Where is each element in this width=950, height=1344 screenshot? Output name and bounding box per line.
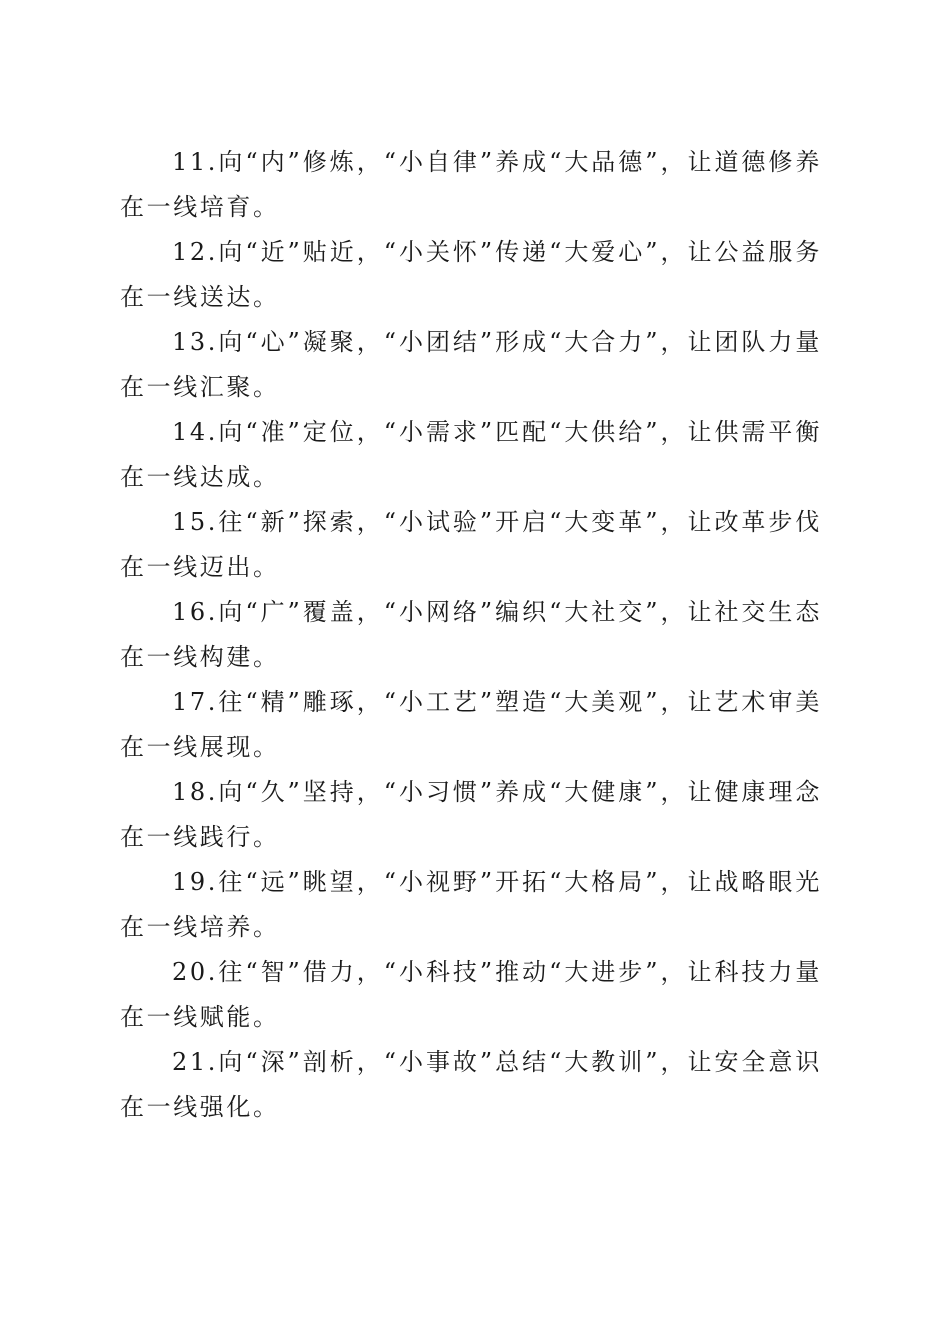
paragraph-14: 14.向“准”定位，“小需求”匹配“大供给”，让供需平衡在一线达成。 bbox=[120, 418, 822, 491]
paragraph-20: 20.往“智”借力，“小科技”推动“大进步”，让科技力量在一线赋能。 bbox=[120, 958, 822, 1031]
paragraph-18: 18.向“久”坚持，“小习惯”养成“大健康”，让健康理念在一线践行。 bbox=[120, 778, 822, 851]
paragraph-16: 16.向“广”覆盖，“小网络”编织“大社交”，让社交生态在一线构建。 bbox=[120, 598, 822, 671]
paragraph-19: 19.往“远”眺望，“小视野”开拓“大格局”，让战略眼光在一线培养。 bbox=[120, 868, 822, 941]
paragraph-13: 13.向“心”凝聚，“小团结”形成“大合力”，让团队力量在一线汇聚。 bbox=[120, 328, 822, 401]
paragraph-12: 12.向“近”贴近，“小关怀”传递“大爱心”，让公益服务在一线送达。 bbox=[120, 238, 822, 311]
document-body bbox=[120, 140, 822, 1130]
paragraph-21: 21.向“深”剖析，“小事故”总结“大教训”，让安全意识在一线强化。 bbox=[120, 1048, 822, 1121]
paragraph-17: 17.往“精”雕琢，“小工艺”塑造“大美观”，让艺术审美在一线展现。 bbox=[120, 688, 822, 761]
paragraph-11: 11.向“内”修炼，“小自律”养成“大品德”，让道德修养在一线培育。 bbox=[120, 148, 822, 221]
paragraph-15: 15.往“新”探索，“小试验”开启“大变革”，让改革步伐在一线迈出。 bbox=[120, 508, 822, 581]
